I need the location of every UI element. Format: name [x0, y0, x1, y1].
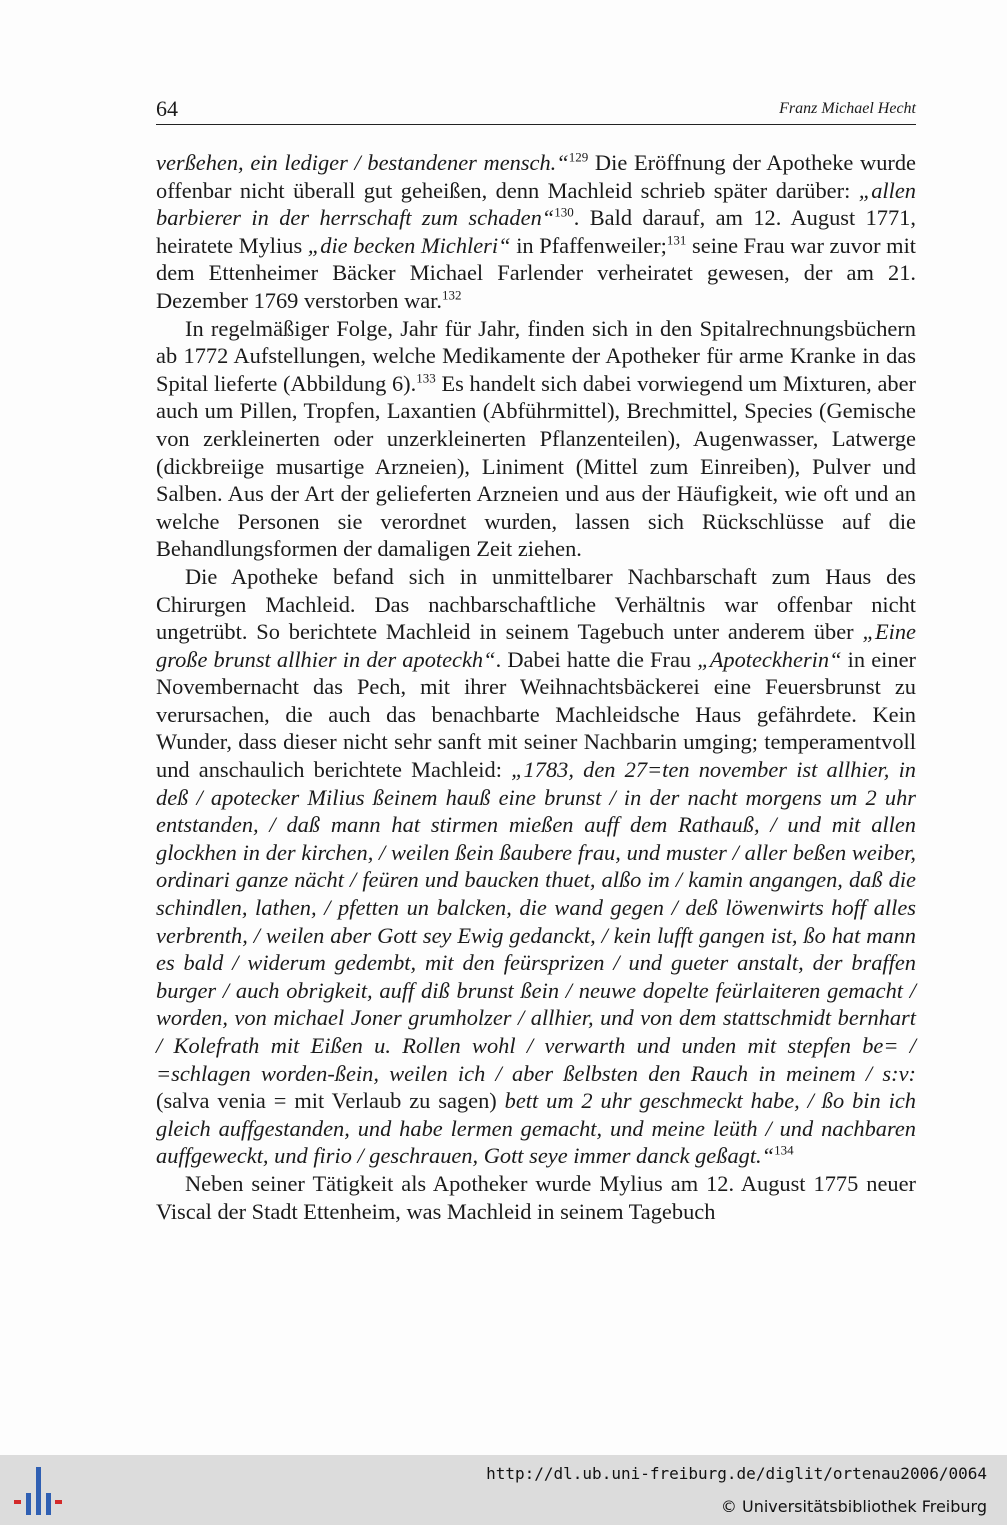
quote-text: „1783, den 27=ten november ist allhier, in deß / apotecker Milius ßeinem hauß eine brunst / in der nacht morgens um 2 uhr entstanden, / daß mann hat stirmen mießen auff dem Rathauß, / und mit allen glockhen in der kirchen, / weilen ßein ßaubere frau, und muster / aller beßen weiber, ordinari ganze nächt / feüren und baucken thuet, alßo im / kamin angangen, daß die schindlen, lathen, / pfetten un balcken, die wand gegen / deß löwenwirts hoff alles verbrenth, / weilen aber Gott sey Ewig gedanckt, / kein lufft gangen ist, ßo hat mann es bald / widerum gedembt, mit den feürsprizen / und gueter anstalt, der braffen burger / auch obrigkeit, auff diß brunst ßein / neuwe dopelte feürlaiteren gemacht / worden, von michael Joner grumholzer / allhier, und von dem stattschmidt bernhart / Kolefrath mit Eißen u. Rollen wohl / verwarth und unden mit stepfen be= / =schlagen worden-ßein, weilen ich / aber ßelbsten den Rauch in meinem / s:v:: [156, 757, 916, 1086]
footnote-ref: 130: [554, 204, 574, 220]
paragraph-text: Neben seiner Tätigkeit als Apotheker wurde Mylius am 12. August 1775 neuer Viscal der Stadt Ettenheim, was Machleid in seinem Tagebuch: [156, 1170, 916, 1224]
paragraph-text: Die Eröffnung der Apotheke wurde offenbar nicht überall gut geheißen, denn Machleid schrieb später darüber:: [156, 150, 916, 203]
quote-text: „allen barbierer in der herrschaft zum schaden“: [156, 177, 916, 231]
paragraph-4: [156, 1170, 916, 1225]
paragraph-text: (salva venia = mit Verlaub zu sagen): [156, 1088, 505, 1114]
footnote-ref: 134: [774, 1142, 794, 1158]
paragraph-text: Es handelt sich dabei vorwiegend um Mixturen, aber auch um Pillen, Tropfen, Laxantien (Abführmittel), Brechmittel, Species (Gemische von zerkleinerten oder unzerkleinerten Pflanzenteilen), Augenwasser, Latwerge (dickbreiige musartige Arzneien), Liniment (Mittel zum Einreiben), Pulver und Salben. Aus der Art der gelieferten Arzneien und aus der Häufigkeit, wie oft und an welche Personen sie verordnet wurden, lassen sich Rückschlüsse auf die Behandlungsformen der damaligen Zeit ziehen.: [156, 370, 917, 562]
page-header: [156, 94, 916, 125]
quote-text: „Eine große brunst allhier in der apoteckh“: [156, 619, 916, 672]
paragraph-3: [156, 563, 916, 1170]
footer-bar: [0, 1455, 1007, 1525]
paragraph-text: In regelmäßiger Folge, Jahr für Jahr, finden sich in den Spitalrechnungsbüchern ab 1772 Aufstellungen, welche Medikamente der Apotheker für arme Kranke in das Spital lieferte (Abbildung 6).: [156, 315, 916, 396]
copyright-notice: © Universitätsbibliothek Freiburg: [720, 1497, 987, 1516]
running-head: Franz Michael Hecht: [779, 100, 916, 117]
source-url-link[interactable]: http://dl.ub.uni-freiburg.de/diglit/ortenau2006/0064: [486, 1464, 987, 1483]
ub-freiburg-logo-icon[interactable]: [12, 1463, 64, 1519]
paragraph-text: . Dabei hatte die Frau: [495, 646, 698, 672]
page-number: 64: [156, 96, 178, 121]
paragraph-text: . Bald darauf, am 12. August 1771, heiratete Mylius: [156, 205, 916, 258]
footnote-ref: 132: [442, 287, 462, 303]
quote-text: „die becken Michleri“: [307, 232, 511, 258]
footnote-ref: 129: [568, 149, 589, 165]
quote-text: „Apoteckherin“: [697, 646, 842, 672]
paragraph-text: in einer Novembernacht das Pech, mit ihrer Weihnachtsbäckerei eine Feuersbrunst zu verursachen, die auch das benachbarte Machleidsche Haus gefährdete. Kein Wunder, dass dieser nicht sehr sanft mit seiner Nachbarin umging; temperamentvoll und anschaulich berichtete Machleid:: [156, 646, 916, 783]
footnote-ref: 131: [666, 232, 687, 248]
footnote-ref: 133: [416, 370, 436, 386]
paragraph-1: [156, 149, 916, 315]
paragraph-text: seine Frau war zuvor mit dem Ettenheimer Bäcker Michael Farlender verheiratet gewesen, der am 21. Dezember 1769 verstorben war.: [156, 232, 917, 313]
paragraph-text: in Pfaffenweiler;: [510, 232, 667, 258]
paragraph-2: [156, 315, 916, 563]
quote-text: bett um 2 uhr geschmeckt habe, / ßo bin ich gleich auffgestanden, und habe lermen gemacht, und meine leüth / und nachbaren auffgeweckt, und firio / geschrauen, Gott seye immer danck geßagt.“: [156, 1088, 916, 1169]
paragraph-text: Die Apotheke befand sich in unmittelbarer Nachbarschaft zum Haus des Chirurgen Machleid. Das nachbarschaftliche Verhältnis war offenbar nicht ungetrübt. So berichtete Machleid in seinem Tagebuch unter anderem über: [156, 563, 916, 645]
quote-text: verßehen, ein lediger / bestandener mensch.“: [156, 150, 569, 175]
body-text: [156, 149, 916, 1225]
